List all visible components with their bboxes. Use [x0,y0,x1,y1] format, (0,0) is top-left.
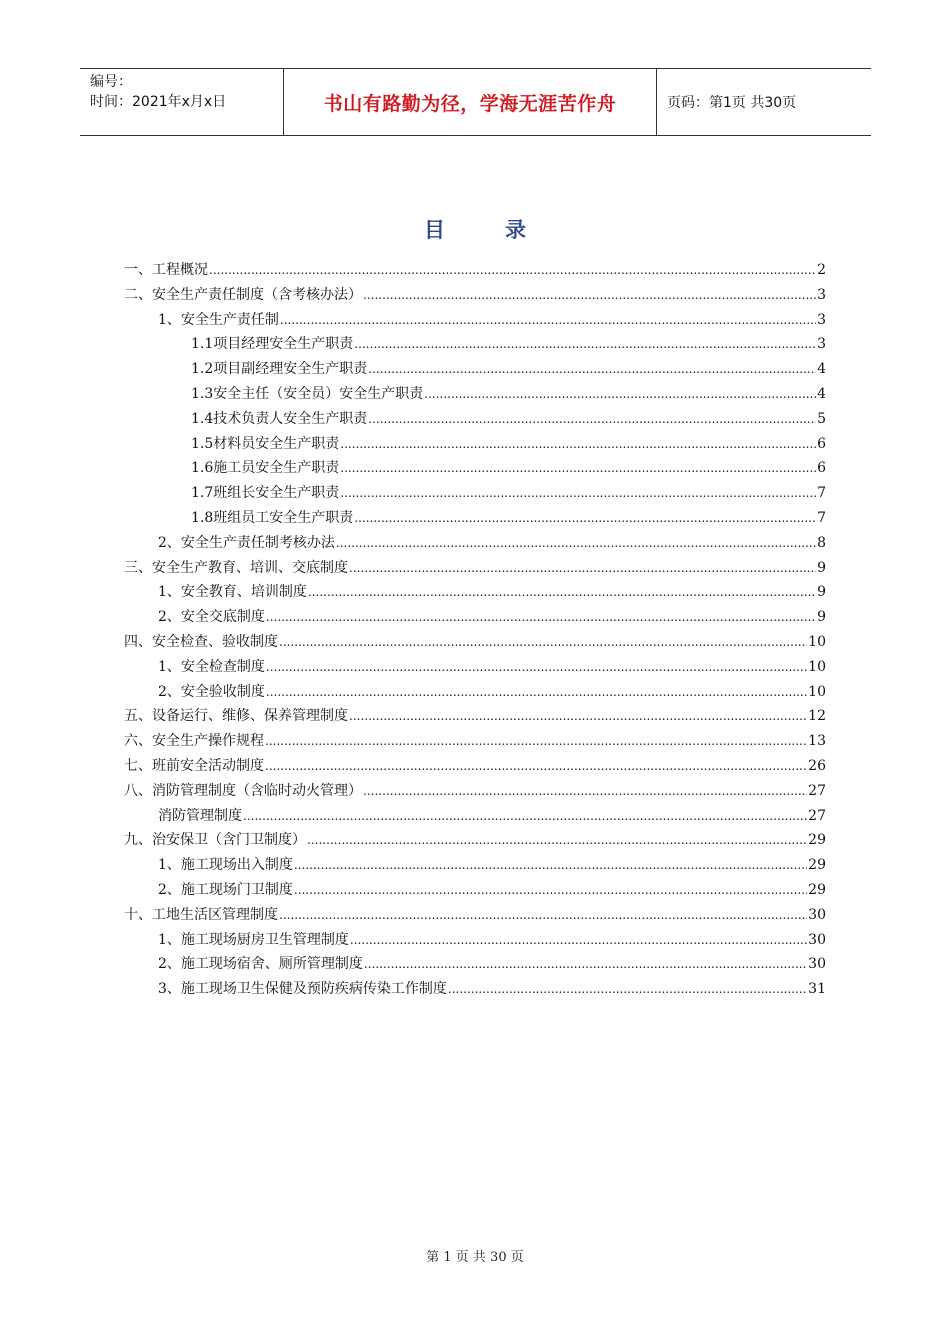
toc-leader-dots [354,332,816,356]
toc-leader-dots [279,903,807,927]
toc-entry-title: 1.3安全主任（安全员）安全生产职责 [191,386,424,402]
toc-leader-dots [266,655,807,679]
toc-entry-page: 4 [817,361,826,378]
toc-entry-page: 30 [808,956,826,973]
toc-entry[interactable] [124,704,826,728]
toc-entry[interactable] [158,308,826,332]
toc-entry[interactable] [124,754,826,778]
toc-entry[interactable] [191,382,826,406]
toc-leader-dots [340,456,816,480]
toc-entry[interactable] [191,456,826,480]
toc-title-char-1: 目 [424,217,445,242]
toc-entry[interactable] [158,531,826,555]
toc-entry-title: 1、安全生产责任制 [158,311,279,328]
toc-entry-page: 2 [817,262,826,278]
toc-entry[interactable] [124,903,826,927]
toc-leader-dots [368,407,816,431]
toc-leader-dots [349,704,807,728]
toc-entry-title: 四、安全检查、验收制度 [124,634,278,650]
toc-entry-title: 二、安全生产责任制度（含考核办法） [124,286,362,303]
toc-leader-dots [424,382,816,406]
toc-entry-page: 30 [808,906,826,923]
toc-entry-page: 5 [817,410,826,427]
toc-leader-dots [265,754,807,778]
toc-leader-dots [265,729,807,753]
toc-entry[interactable] [158,605,826,629]
toc-entry[interactable] [191,332,826,356]
toc-entry-page: 29 [808,832,826,849]
header-meta [80,69,283,135]
toc-entry-title: 2、安全交底制度 [158,609,265,626]
toc-leader-dots [363,779,807,803]
page-footer: 第 1 页 共 30 页 [426,1250,524,1265]
document-header [80,68,871,136]
toc-entry[interactable] [158,977,826,1001]
toc-entry-page: 10 [808,634,826,650]
toc-title [0,214,950,244]
toc-entry[interactable] [191,407,826,431]
toc-leader-dots [448,977,807,1001]
toc-leader-dots [336,531,816,555]
toc-entry-title: 1、施工现场出入制度 [158,857,293,874]
toc-leader-dots [266,680,807,704]
toc-leader-dots [354,506,816,530]
toc-entry[interactable] [124,258,826,282]
toc-entry-title: 1.2项目副经理安全生产职责 [191,361,368,378]
toc-entry-page: 3 [817,286,826,303]
toc-leader-dots [308,580,816,604]
toc-leader-dots [294,878,807,902]
toc-entry-page: 9 [817,559,826,576]
toc-entry-title: 五、设备运行、维修、保养管理制度 [124,708,348,725]
toc-entry-title: 十、工地生活区管理制度 [124,906,278,923]
toc-entry-title: 2、安全验收制度 [158,683,265,700]
toc-entry[interactable] [124,556,826,580]
toc-entry-title: 六、安全生产操作规程 [124,733,264,750]
toc-entry-page: 3 [817,311,826,328]
toc-entry-page: 29 [808,857,826,874]
toc-entry[interactable] [191,506,826,530]
toc-leader-dots [280,308,816,332]
toc-entry[interactable] [124,283,826,307]
toc-leader-dots [368,357,816,381]
toc-entry-page: 6 [817,460,826,477]
toc-leader-dots [363,283,816,307]
toc-entry[interactable] [158,952,826,976]
toc-leader-dots [209,258,816,282]
toc-entry[interactable] [124,729,826,753]
toc-entry-title: 1.5材料员安全生产职责 [191,435,340,452]
toc-entry-title: 1.8班组员工安全生产职责 [191,510,354,526]
toc-entry[interactable] [191,432,826,456]
toc-leader-dots [340,432,816,456]
toc-leader-dots [307,828,807,852]
toc-leader-dots [243,804,807,828]
toc-entry-title: 2、安全生产责任制考核办法 [158,534,335,551]
toc-entry-title: 一、工程概况 [124,262,208,278]
header-motto: 书山有路勤为径，学海无涯苦作舟 [283,69,657,135]
toc-entry[interactable] [158,680,826,704]
toc-entry-title: 2、施工现场宿舍、厕所管理制度 [158,956,363,973]
toc-leader-dots [350,928,807,952]
toc-entry-title: 1.6施工员安全生产职责 [191,460,340,477]
toc-leader-dots [266,605,816,629]
toc-entry-title: 消防管理制度 [158,807,242,824]
toc-entry[interactable] [191,357,826,381]
toc-entry-title: 八、消防管理制度（含临时动火管理） [124,782,362,799]
toc-entry-title: 1、施工现场厨房卫生管理制度 [158,931,349,948]
toc-entry-page: 4 [817,386,826,402]
toc-entry-page: 29 [808,882,826,898]
toc-leader-dots [279,630,807,654]
toc-entry[interactable] [158,928,826,952]
toc-entry-title: 1、安全检查制度 [158,658,265,675]
toc-entry-page: 7 [817,510,826,526]
toc-entry-title: 三、安全生产教育、培训、交底制度 [124,559,348,576]
toc-entry-title: 1.1项目经理安全生产职责 [191,336,354,353]
toc-entry-page: 12 [808,708,826,725]
toc-entry[interactable] [158,804,826,828]
toc-entry-page: 10 [808,658,826,675]
toc-entry-title: 2、施工现场门卫制度 [158,882,293,898]
toc-entry-page: 7 [817,485,826,502]
toc-entry[interactable] [158,878,826,902]
toc-title-char-2: 录 [505,217,526,242]
toc-entry-page: 30 [808,931,826,948]
header-page-info: 页码：第1页 共30页 [667,95,797,111]
toc-entry[interactable] [124,630,826,654]
toc-leader-dots [349,556,816,580]
toc-leader-dots [294,853,807,877]
toc-entry-page: 3 [817,336,826,353]
toc-entry[interactable] [158,655,826,679]
toc-entry-title: 1.7班组长安全生产职责 [191,485,340,502]
toc-entry[interactable] [124,779,826,803]
toc-entry-page: 6 [817,435,826,452]
toc-entry-page: 27 [808,807,826,824]
toc-entry-title: 1、安全教育、培训制度 [158,584,307,601]
toc-entry-page: 9 [817,584,826,601]
toc-entry-page: 26 [808,758,826,774]
toc-entry-title: 1.4技术负责人安全生产职责 [191,410,368,427]
toc-entry-title: 七、班前安全活动制度 [124,758,264,774]
toc-entry-title: 九、治安保卫（含门卫制度） [124,832,306,849]
toc-entry[interactable] [158,580,826,604]
toc-entry[interactable] [158,853,826,877]
toc-entry[interactable] [191,481,826,505]
toc-leader-dots [364,952,807,976]
toc-entry-page: 9 [817,609,826,626]
number-label: 编号： [90,74,132,90]
toc-entry-title: 3、施工现场卫生保健及预防疾病传染工作制度 [158,981,447,998]
toc-entry-page: 13 [808,733,826,750]
toc-leader-dots [340,481,816,505]
toc-entry[interactable] [124,828,826,852]
toc-entry-page: 10 [808,683,826,700]
toc-entry-page: 27 [808,782,826,799]
toc-entry-page: 8 [817,534,826,551]
time-label: 时间：2021年x月x日 [90,94,227,110]
toc-entry-page: 31 [808,981,826,998]
